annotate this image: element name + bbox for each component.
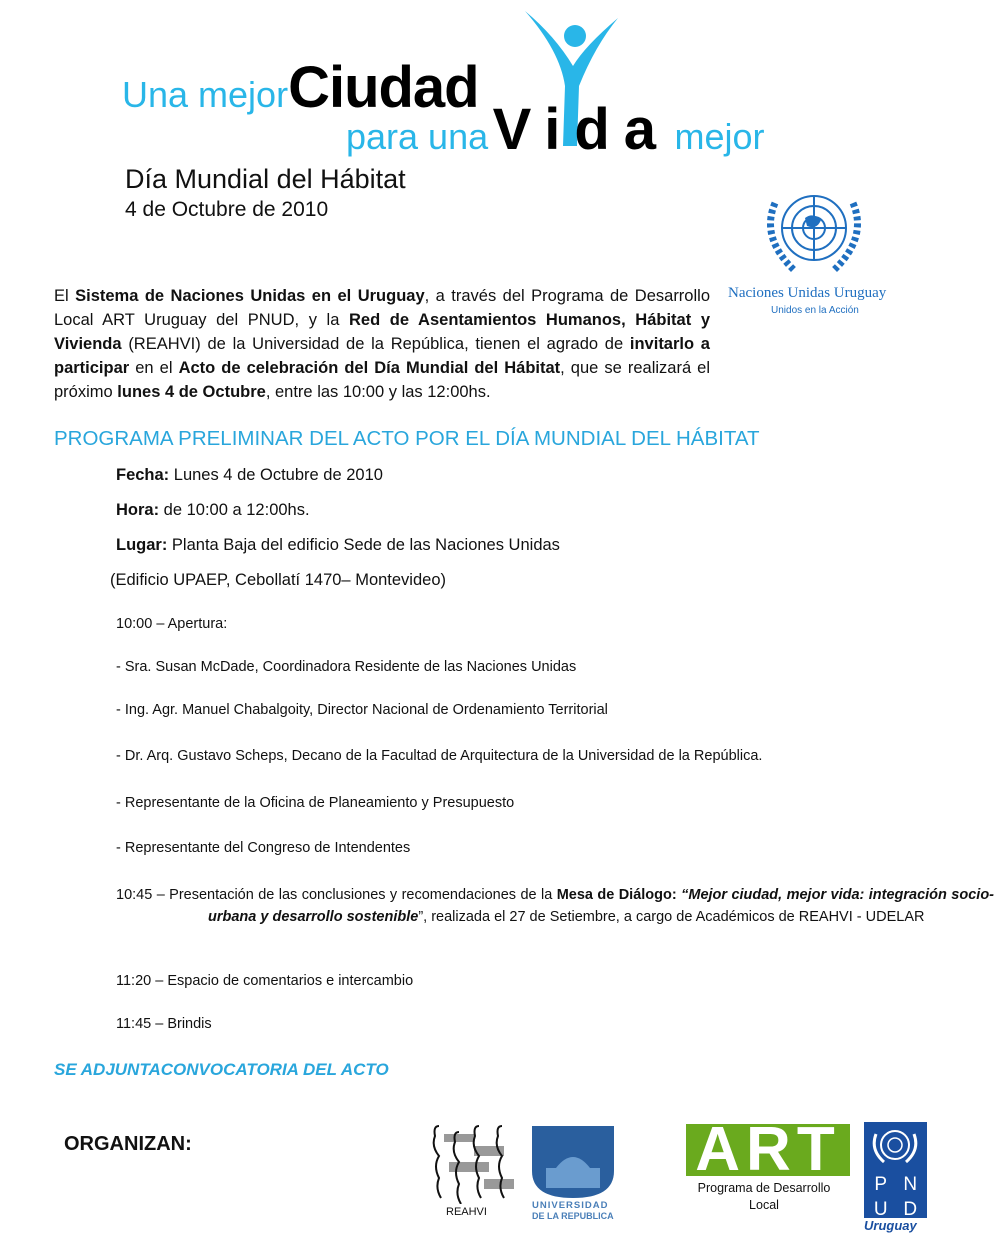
un-emblem-icon [755, 183, 873, 281]
un-logo-tagline: Unidos en la Acción [771, 305, 859, 316]
attachment-note: SE ADJUNTACONVOCATORIA DEL ACTO [54, 1060, 389, 1079]
pnud-letter: N [903, 1174, 918, 1195]
pnud-letter: U [873, 1199, 888, 1220]
un-emblem-icon [864, 1122, 927, 1168]
intro-text: en el [129, 359, 179, 377]
udelar-label-2: DE LA REPUBLICA [532, 1211, 614, 1221]
hora-value: de 10:00 a 12:00hs. [159, 501, 310, 519]
item-1045-rest: ”, realizada el 27 de Setiembre, a cargo de Académicos de REAHVI - UDELAR [418, 908, 925, 925]
intro-text: , a través del Programa de Desarrollo Local ART Uruguay del PNUD, y la [54, 287, 710, 329]
program-speaker: - Sra. Susan McDade, Coordinadora Residente de las Naciones Unidas [116, 659, 577, 675]
intro-text: , entre las 10:00 y las 12:00hs. [265, 383, 491, 401]
logo-line1-bold: Ciudad [288, 55, 479, 120]
fecha-label: Fecha: [116, 466, 170, 484]
intro-bold-text: Red de Asentamientos Humanos, Hábitat y Vivienda [54, 311, 711, 353]
intro-text: (REAHVI) de la Universidad de la República, tienen el agrado de [121, 335, 630, 353]
un-logo-name: Naciones Unidas Uruguay [728, 285, 887, 301]
pnud-logo [864, 1122, 927, 1218]
program-apertura: 10:00 – Apertura: [116, 616, 228, 632]
reahvi-label: REAHVI [446, 1206, 487, 1218]
intro-paragraph [54, 284, 710, 404]
art-subtitle [686, 1180, 842, 1214]
art-sub-1: Programa de Desarrollo [697, 1181, 831, 1195]
program-speaker: - Dr. Arq. Gustavo Scheps, Decano de la Facultad de Arquitectura de la Universidad de la República. [116, 748, 763, 764]
logo-line2-end: mejor [674, 116, 765, 157]
detail-fecha [116, 466, 383, 485]
pnud-letter: D [903, 1199, 918, 1220]
detail-lugar [116, 536, 560, 555]
intro-bold-text: Sistema de Naciones Unidas en el Uruguay [75, 287, 425, 305]
mesa-dialogo-title: “Mejor ciudad, mejor vida: integración socio-urbana y desarrollo sostenible [208, 887, 995, 925]
detail-edificio: (Edificio UPAEP, Cebollatí 1470– Montevideo) [110, 571, 446, 589]
intro-bold-text: lunes 4 de Octubre [117, 383, 266, 401]
intro-text: El [54, 287, 76, 305]
program-speaker: - Ing. Agr. Manuel Chabalgoity, Director Nacional de Ordenamiento Territorial [116, 702, 608, 718]
detail-hora [116, 501, 310, 520]
program-item-1145: 11:45 – Brindis [116, 1016, 212, 1032]
art-logo: ART [686, 1124, 850, 1176]
program-item-1120: 11:20 – Espacio de comentarios e intercambio [116, 973, 414, 989]
program-speaker: - Representante de la Oficina de Planeamiento y Presupuesto [116, 795, 515, 811]
item-1045-text: 10:45 – Presentación de las conclusiones y recomendaciones de la [116, 887, 557, 903]
program-heading: PROGRAMA PRELIMINAR DEL ACTO POR EL DÍA MUNDIAL DEL HÁBITAT [54, 427, 760, 450]
logo-line1-light: Una mejor [122, 74, 289, 115]
udelar-label-1: UNIVERSIDAD [532, 1200, 609, 1211]
pnud-letter: P [874, 1174, 888, 1195]
mesa-dialogo-label: Mesa de Diálogo: [556, 887, 677, 903]
pnud-country: Uruguay [864, 1218, 917, 1233]
intro-bold-text: invitarlo a participar [54, 335, 710, 377]
campaign-logo-line2 [346, 96, 765, 163]
hora-label: Hora: [116, 501, 160, 519]
reahvi-logo-icon [424, 1124, 520, 1204]
logo-line2-bold: Vida [492, 97, 671, 162]
organizers-label: ORGANIZAN: [64, 1133, 192, 1155]
intro-bold-text: Acto de celebración del Día Mundial del Hábitat [178, 359, 561, 377]
lugar-label: Lugar: [116, 536, 168, 554]
udelar-shield-icon [532, 1126, 614, 1198]
event-title: Día Mundial del Hábitat [125, 164, 406, 194]
event-date: 4 de Octubre de 2010 [125, 198, 329, 221]
intro-text: , que se realizará el próximo [54, 359, 711, 401]
lugar-value: Planta Baja del edificio Sede de las Naciones Unidas [167, 536, 560, 554]
program-speaker: - Representante del Congreso de Intendentes [116, 840, 411, 856]
art-sub-2: Local [749, 1198, 779, 1212]
logo-line2-light: para una [346, 116, 489, 157]
fecha-value: Lunes 4 de Octubre de 2010 [169, 466, 383, 484]
program-item-1045 [116, 885, 994, 928]
